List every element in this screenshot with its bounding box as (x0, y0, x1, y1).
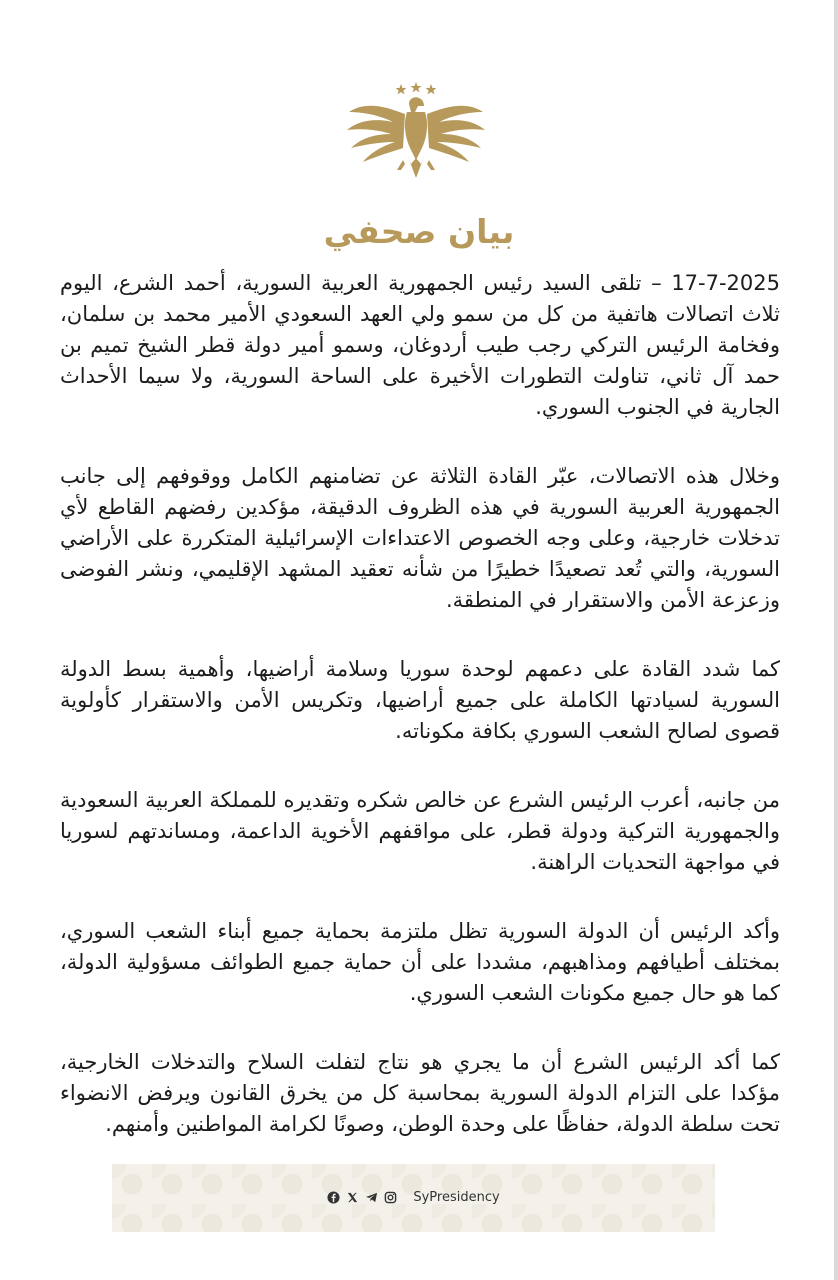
paragraph-4: من جانبه، أعرب الرئيس الشرع عن خالص شكره وتقديره للمملكة العربية السعودية والجمهورية التركية ودولة قطر، على مواقفهم الأخوية الداعمة، ومساندتهم لسوريا في مواجهة التحديات الراهنة. (60, 788, 780, 874)
paragraph-3: كما شدد القادة على دعمهم لوحدة سوريا وسلامة أراضيها، وأهمية بسط الدولة السورية لسيادتها الكاملة على جميع أراضيها، وتكريس الأمن والاستقرار كأولوية قصوى لصالح الشعب السوري بكافة مكوناته. (60, 657, 780, 743)
paragraph-5: وأكد الرئيس أن الدولة السورية تظل ملتزمة بحماية جميع أبناء الشعب السوري، بمختلف أطيافهم ومذاهبهم، مشددا على أن حماية جميع الطوائف مسؤولية الدولة، كما هو حال جميع مكونات الشعب السوري. (60, 919, 780, 1005)
page-edge (834, 0, 838, 1280)
instagram-icon[interactable] (384, 1191, 397, 1204)
x-icon[interactable] (346, 1191, 359, 1204)
paragraph-2: وخلال هذه الاتصالات، عبّر القادة الثلاثة عن تضامنهم الكامل ووقوفهم إلى جانب الجمهورية العربية السورية في هذه الظروف الدقيقة، مؤكدين رفضهم القاطع لأي تدخلات خارجية، وعلى وجه الخصوص الاعتداءات الإسرائيلية المتكررة على الأراضي السورية، والتي تُعد تصعيدًا خطيرًا من شأنه تعقيد المشهد الإقليمي، ونشر الفوضى وزعزعة الأمن والاستقرار في المنطقة. (60, 464, 780, 612)
page-title: بيان صحفي (323, 212, 515, 251)
telegram-icon[interactable] (365, 1191, 378, 1204)
social-links (112, 1186, 715, 1208)
paragraph-6: كما أكد الرئيس الشرع أن ما يجري هو نتاج لتفلت السلاح والتدخلات الخارجية، مؤكدا على التزام الدولة السورية بمحاسبة كل من يخرق القانون ويرفض الانضواء تحت سلطة الدولة، حفاظًا على وحدة الوطن، وصونًا لكرامة المواطنين وأمنهم. (60, 1050, 780, 1136)
statement-body (60, 268, 780, 1178)
footer-banner (112, 1164, 715, 1232)
paragraph-1: 17-7-2025 – تلقى السيد رئيس الجمهورية العربية السورية، أحمد الشرع، اليوم ثلاث اتصالات هاتفية من كل من سمو ولي العهد السعودي الأمير محمد بن سلمان، وفخامة الرئيس التركي رجب طيب أردوغان، وسمو أمير دولة قطر الشيخ تميم بن حمد آل ثاني، تناولت التطورات الأخيرة على الساحة السورية، ولا سيما الأحداث الجارية في الجنوب السوري. (60, 271, 780, 419)
eagle-emblem-icon (345, 82, 487, 188)
facebook-icon[interactable] (327, 1191, 340, 1204)
social-handle: SyPresidency (413, 1189, 500, 1205)
